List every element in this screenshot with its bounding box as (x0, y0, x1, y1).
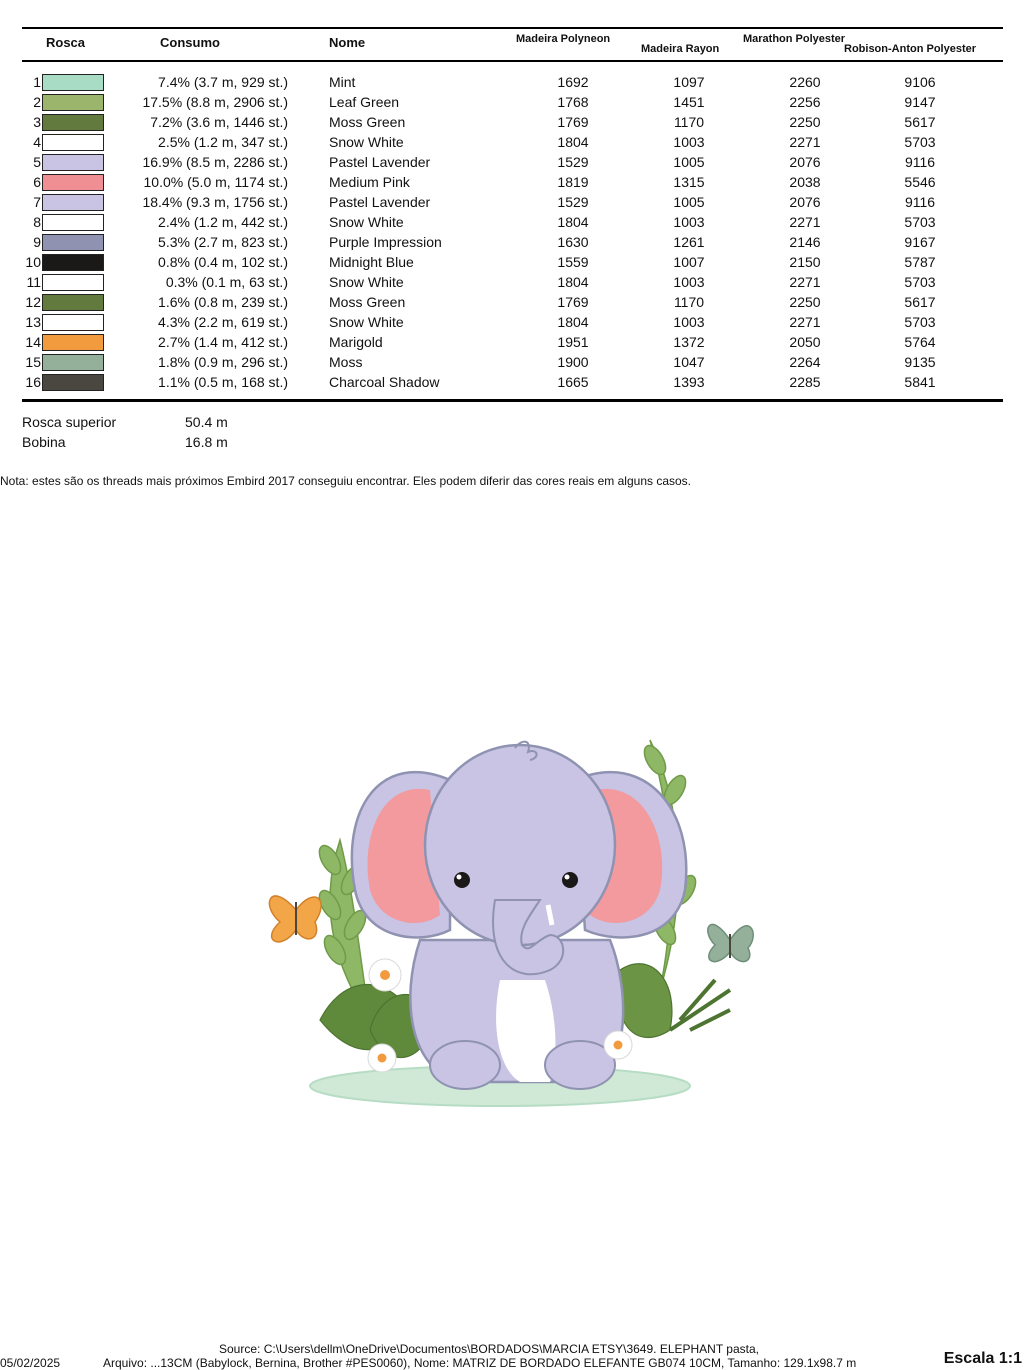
code-robison-anton: 5617 (904, 294, 936, 310)
code-marathon-polyester: 2076 (789, 154, 821, 170)
thread-name: Snow White (329, 214, 404, 230)
code-marathon-polyester: 2076 (789, 194, 821, 210)
thread-row (0, 172, 1024, 192)
code-marathon-polyester: 2250 (789, 294, 821, 310)
code-marathon-polyester: 2150 (789, 254, 821, 270)
code-marathon-polyester: 2271 (789, 134, 821, 150)
flower-right (604, 1031, 632, 1059)
flower-left-top (369, 959, 401, 991)
thread-number: 13 (25, 314, 41, 330)
code-robison-anton: 5787 (904, 254, 936, 270)
footer-file-info: Arquivo: ...13CM (Babylock, Bernina, Brother #PES0060), Nome: MATRIZ DE BORDADO ELEFANTE GB074 10CM, Tamanho: 129.1x98.7 m (103, 1356, 857, 1370)
thread-number: 2 (33, 94, 41, 110)
code-madeira-rayon: 1003 (673, 274, 705, 290)
code-madeira-polyneon: 1804 (557, 274, 589, 290)
thread-row (0, 92, 1024, 112)
top-thread-label: Rosca superior (22, 414, 117, 430)
code-madeira-rayon: 1003 (673, 214, 705, 230)
color-swatch (42, 194, 104, 211)
butterfly-green (708, 924, 753, 961)
code-madeira-rayon: 1047 (673, 354, 705, 370)
thread-consumption: 7.2% (3.6 m, 1446 st.) (150, 114, 288, 130)
thread-number: 16 (25, 374, 41, 390)
thread-consumption: 7.4% (3.7 m, 929 st.) (158, 74, 288, 90)
thread-row (0, 72, 1024, 92)
footer-date: 05/02/2025 (0, 1356, 61, 1370)
thread-consumption: 5.3% (2.7 m, 823 st.) (158, 234, 288, 250)
code-madeira-polyneon: 1804 (557, 314, 589, 330)
code-marathon-polyester: 2285 (789, 374, 821, 390)
code-madeira-polyneon: 1529 (557, 154, 589, 170)
code-robison-anton: 5703 (904, 214, 936, 230)
thread-note: Nota: estes são os threads mais próximos Embird 2017 conseguiu encontrar. Eles podem diferir das cores reais em alguns casos. (0, 474, 692, 488)
thread-name: Charcoal Shadow (329, 374, 440, 390)
code-robison-anton: 5703 (904, 134, 936, 150)
color-swatch (42, 294, 104, 311)
thread-number: 7 (33, 194, 41, 210)
code-robison-anton: 9135 (904, 354, 936, 370)
table-top-rule (22, 27, 1003, 29)
code-robison-anton: 5546 (904, 174, 936, 190)
code-robison-anton: 5764 (904, 334, 936, 350)
code-madeira-rayon: 1315 (673, 174, 705, 190)
thread-name: Snow White (329, 314, 404, 330)
code-madeira-polyneon: 1630 (557, 234, 589, 250)
thread-number: 1 (33, 74, 41, 90)
thread-row (0, 212, 1024, 232)
code-madeira-polyneon: 1804 (557, 134, 589, 150)
code-marathon-polyester: 2250 (789, 114, 821, 130)
code-madeira-rayon: 1170 (673, 294, 705, 310)
thread-row (0, 332, 1024, 352)
thread-name: Medium Pink (329, 174, 410, 190)
code-madeira-polyneon: 1900 (557, 354, 589, 370)
thread-consumption: 1.6% (0.8 m, 239 st.) (158, 294, 288, 310)
code-robison-anton: 9116 (904, 154, 936, 170)
header-madeira-rayon: Madeira Rayon (641, 43, 720, 55)
thread-row (0, 112, 1024, 132)
code-marathon-polyester: 2146 (789, 234, 821, 250)
thread-name: Snow White (329, 134, 404, 150)
thread-row (0, 192, 1024, 212)
thread-number: 11 (26, 274, 41, 290)
bobbin-value: 16.8 m (185, 434, 228, 450)
thread-row (0, 272, 1024, 292)
thread-name: Pastel Lavender (329, 154, 431, 170)
thread-number: 8 (33, 214, 41, 230)
header-robison-anton-polyester: Robison-Anton Polyester (844, 43, 977, 55)
code-robison-anton: 9167 (904, 234, 936, 250)
code-marathon-polyester: 2271 (789, 214, 821, 230)
thread-row (0, 152, 1024, 172)
thread-name: Snow White (329, 274, 404, 290)
top-thread-value: 50.4 m (185, 414, 228, 430)
code-madeira-rayon: 1261 (673, 234, 705, 250)
code-madeira-rayon: 1003 (673, 314, 705, 330)
thread-consumption: 1.1% (0.5 m, 168 st.) (158, 374, 288, 390)
thread-consumption: 18.4% (9.3 m, 1756 st.) (142, 194, 288, 210)
header-name: Nome (329, 35, 366, 50)
thread-name: Leaf Green (329, 94, 400, 110)
code-marathon-polyester: 2271 (789, 274, 821, 290)
code-madeira-polyneon: 1769 (557, 114, 589, 130)
code-robison-anton: 5703 (904, 314, 936, 330)
code-marathon-polyester: 2264 (789, 354, 821, 370)
header-marathon-polyester: Marathon Polyester (743, 33, 846, 45)
color-swatch (42, 114, 104, 131)
elephant-embroidery-preview (260, 730, 760, 1110)
code-madeira-rayon: 1007 (673, 254, 705, 270)
thread-row (0, 352, 1024, 372)
color-swatch (42, 334, 104, 351)
thread-number: 9 (33, 234, 41, 250)
thread-row (0, 372, 1024, 392)
color-swatch (42, 374, 104, 391)
code-madeira-polyneon: 1951 (557, 334, 589, 350)
code-madeira-polyneon: 1819 (557, 174, 589, 190)
code-robison-anton: 9147 (904, 94, 936, 110)
thread-row (0, 232, 1024, 252)
thread-number: 5 (33, 154, 41, 170)
header-consumption: Consumo (160, 35, 220, 50)
color-swatch (42, 274, 104, 291)
thread-consumption: 2.7% (1.4 m, 412 st.) (158, 334, 288, 350)
thread-consumption: 0.8% (0.4 m, 102 st.) (158, 254, 288, 270)
header-thread: Rosca (46, 35, 86, 50)
code-madeira-rayon: 1451 (673, 94, 705, 110)
thread-consumption: 4.3% (2.2 m, 619 st.) (158, 314, 288, 330)
thread-name: Purple Impression (329, 234, 442, 250)
code-marathon-polyester: 2260 (789, 74, 821, 90)
code-madeira-rayon: 1005 (673, 154, 705, 170)
thread-name: Moss Green (329, 294, 406, 310)
code-madeira-polyneon: 1692 (557, 74, 589, 90)
code-robison-anton: 9106 (904, 74, 936, 90)
thread-consumption: 1.8% (0.9 m, 296 st.) (158, 354, 288, 370)
color-swatch (42, 154, 104, 171)
code-madeira-rayon: 1003 (673, 134, 705, 150)
thread-number: 14 (25, 334, 41, 350)
thread-name: Pastel Lavender (329, 194, 431, 210)
color-swatch (42, 174, 104, 191)
code-robison-anton: 9116 (904, 194, 936, 210)
thread-row (0, 292, 1024, 312)
code-madeira-polyneon: 1665 (557, 374, 589, 390)
thread-consumption: 16.9% (8.5 m, 2286 st.) (142, 154, 288, 170)
thread-row (0, 312, 1024, 332)
thread-row (0, 252, 1024, 272)
code-madeira-polyneon: 1804 (557, 214, 589, 230)
table-header-rule (22, 60, 1003, 62)
code-marathon-polyester: 2271 (789, 314, 821, 330)
butterfly-orange (269, 896, 321, 942)
thread-name: Mint (329, 74, 356, 90)
color-swatch (42, 94, 104, 111)
footer-source: Source: C:\Users\dellm\OneDrive\Documentos\BORDADOS\MARCIA ETSY\3649. ELEPHANT pasta, (219, 1342, 759, 1356)
code-robison-anton: 5703 (904, 274, 936, 290)
code-madeira-polyneon: 1529 (557, 194, 589, 210)
color-swatch (42, 234, 104, 251)
thread-number: 12 (25, 294, 41, 310)
thread-consumption: 0.3% (0.1 m, 63 st.) (165, 274, 288, 290)
code-madeira-rayon: 1372 (673, 334, 705, 350)
code-madeira-polyneon: 1769 (557, 294, 589, 310)
color-swatch (42, 134, 104, 151)
code-madeira-rayon: 1097 (673, 74, 705, 90)
thread-consumption: 2.5% (1.2 m, 347 st.) (158, 134, 288, 150)
thread-consumption: 2.4% (1.2 m, 442 st.) (158, 214, 288, 230)
thread-name: Marigold (329, 334, 383, 350)
color-swatch (42, 214, 104, 231)
thread-name: Moss Green (329, 114, 406, 130)
thread-number: 3 (33, 114, 41, 130)
thread-number: 4 (33, 134, 41, 150)
thread-number: 6 (33, 174, 41, 190)
code-marathon-polyester: 2038 (789, 174, 821, 190)
bobbin-label: Bobina (22, 434, 66, 450)
code-madeira-rayon: 1005 (673, 194, 705, 210)
thread-consumption: 17.5% (8.8 m, 2906 st.) (142, 94, 288, 110)
thread-number: 10 (25, 254, 41, 270)
flower-left-bottom (368, 1044, 396, 1072)
scale-label: Escala 1:1 (943, 1350, 1022, 1367)
code-madeira-polyneon: 1768 (557, 94, 589, 110)
table-bottom-rule (22, 399, 1003, 402)
code-robison-anton: 5617 (904, 114, 936, 130)
code-marathon-polyester: 2256 (789, 94, 821, 110)
code-madeira-rayon: 1170 (673, 114, 705, 130)
code-madeira-rayon: 1393 (673, 374, 705, 390)
thread-number: 15 (25, 354, 41, 370)
color-swatch (42, 354, 104, 371)
code-marathon-polyester: 2050 (789, 334, 821, 350)
thread-consumption: 10.0% (5.0 m, 1174 st.) (143, 174, 288, 190)
color-swatch (42, 314, 104, 331)
code-robison-anton: 5841 (904, 374, 936, 390)
thread-row (0, 132, 1024, 152)
code-madeira-polyneon: 1559 (557, 254, 589, 270)
thread-name: Moss (329, 354, 363, 370)
header-madeira-polyneon: Madeira Polyneon (516, 33, 611, 45)
color-swatch (42, 74, 104, 91)
color-swatch (42, 254, 104, 271)
thread-name: Midnight Blue (329, 254, 414, 270)
